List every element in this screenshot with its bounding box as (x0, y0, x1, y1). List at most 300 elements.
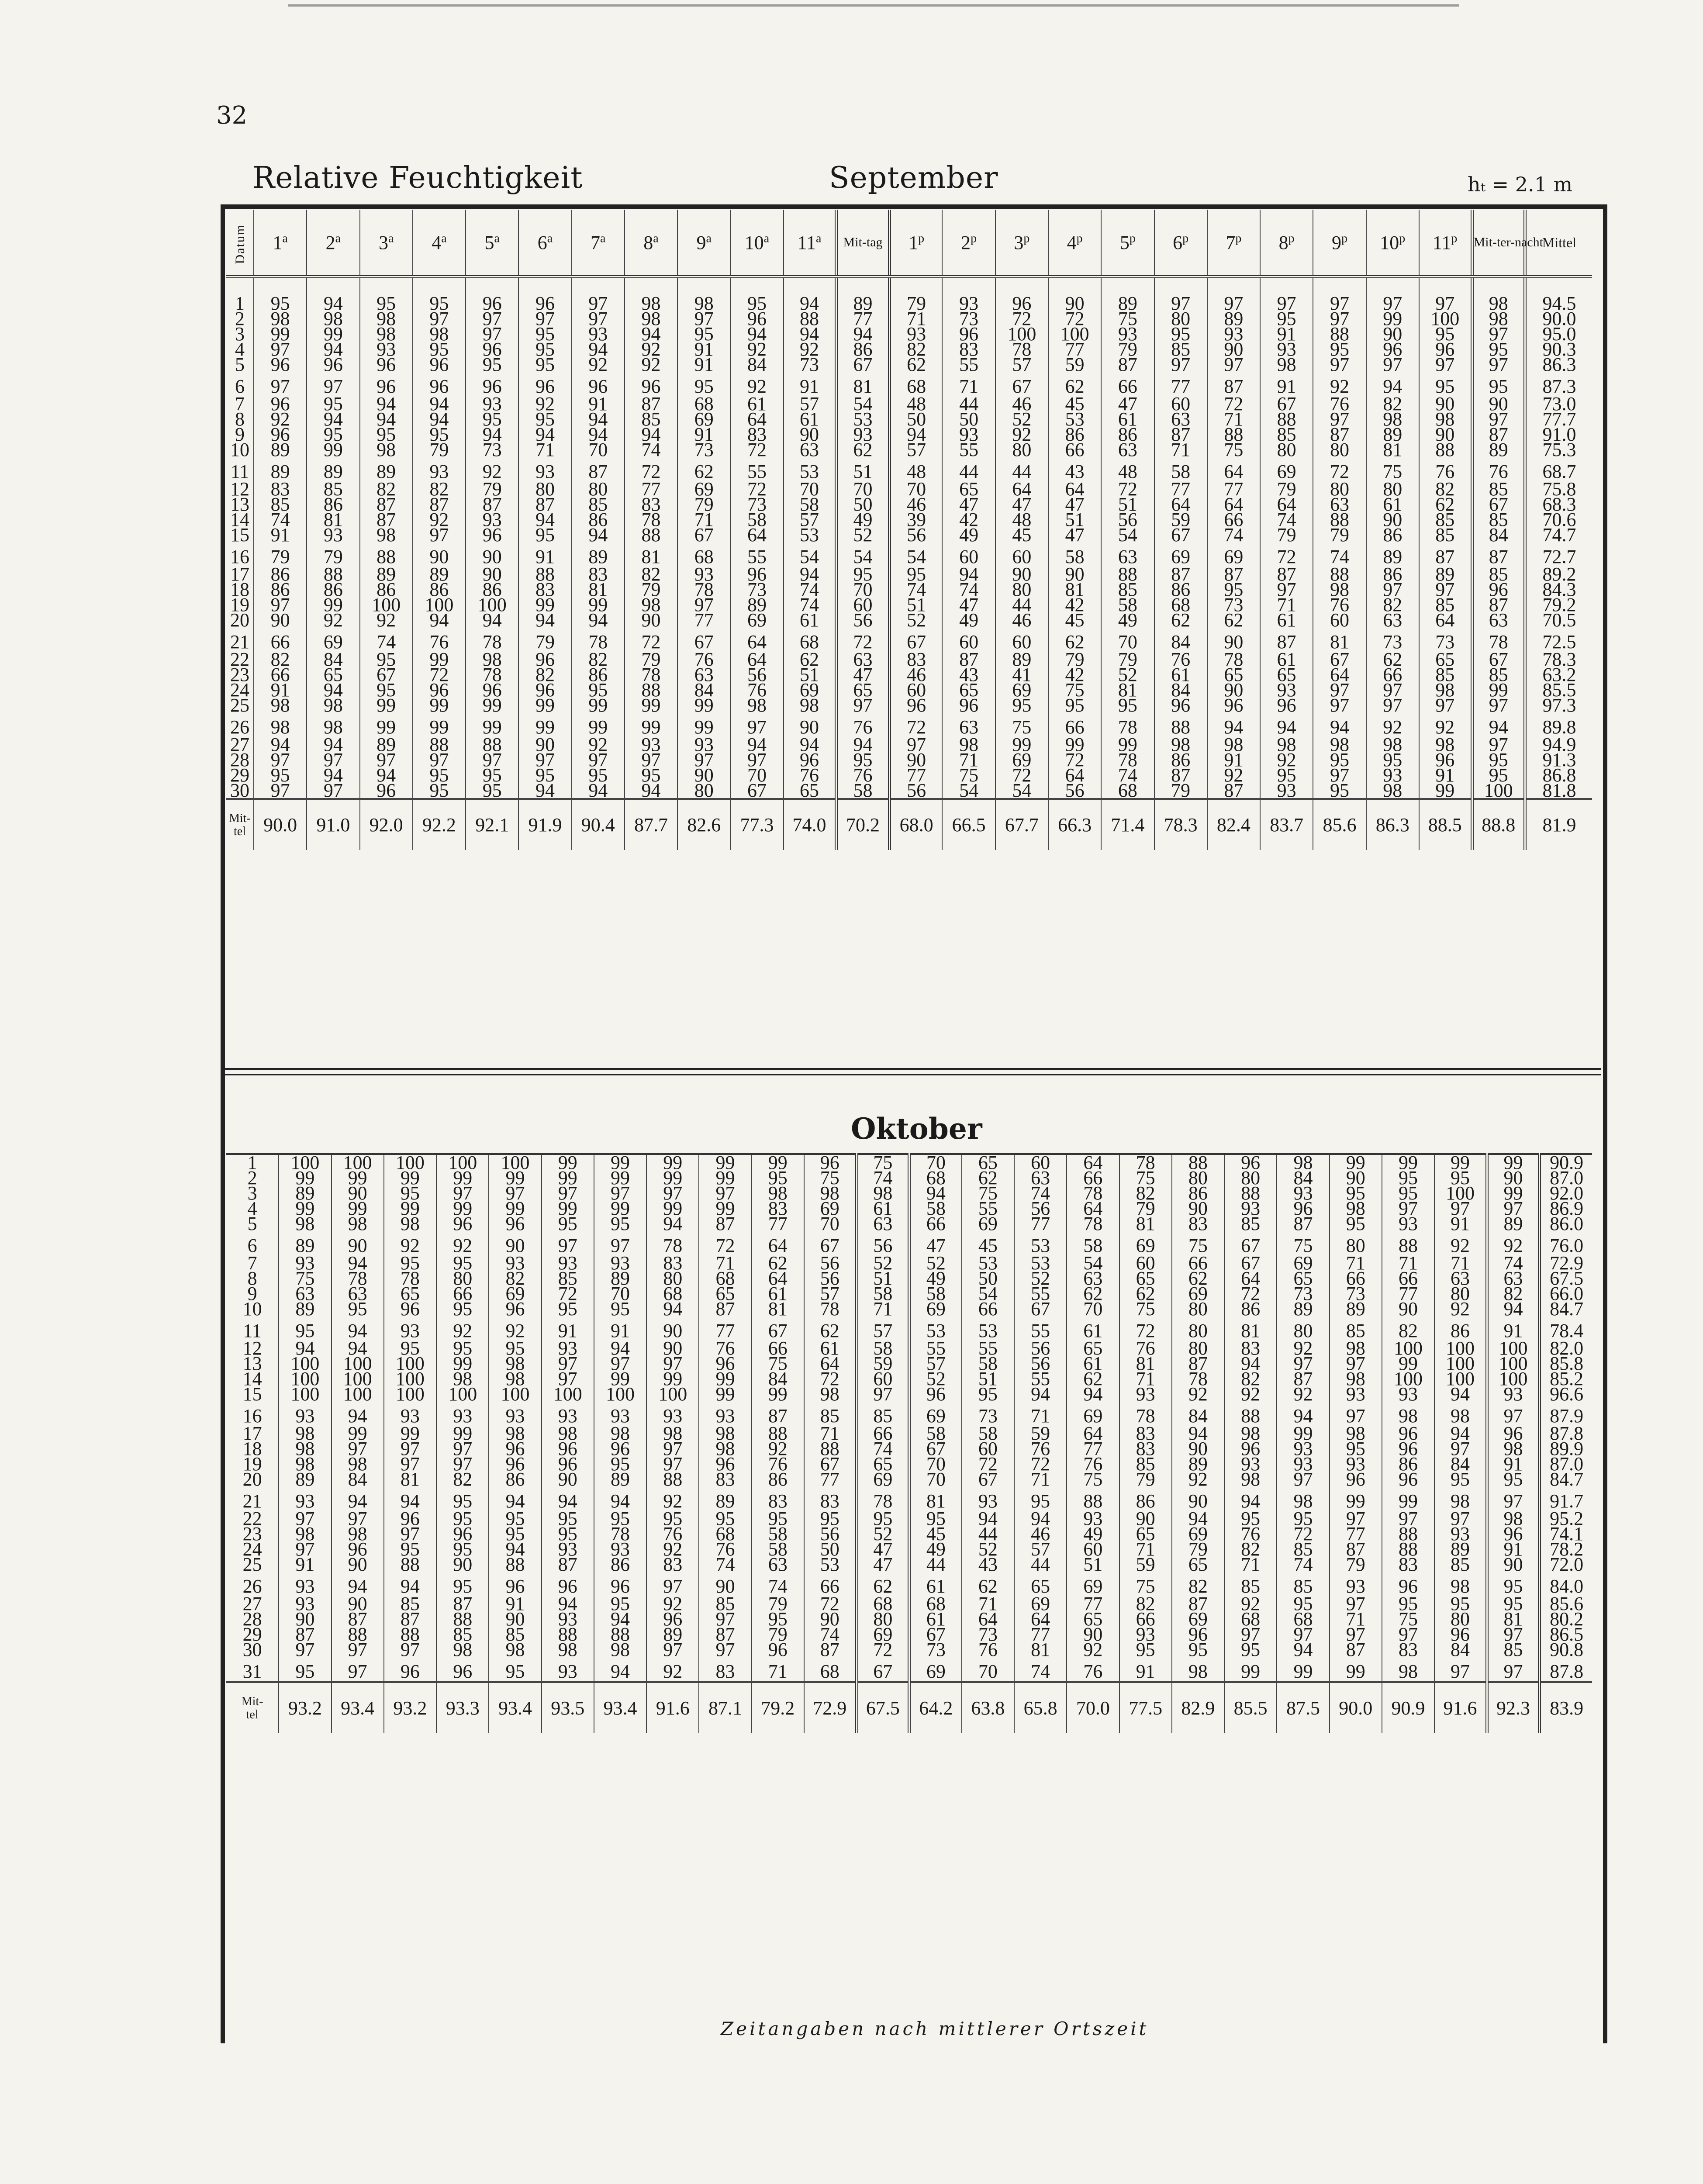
humidity-cell: 100 (1434, 1356, 1487, 1371)
humidity-cell: 72 (995, 767, 1048, 783)
humidity-cell: 78 (1172, 1371, 1224, 1386)
humidity-cell: 79 (413, 442, 466, 457)
humidity-cell: 98 (677, 277, 730, 311)
humidity-cell: 90 (784, 713, 836, 737)
humidity-cell: 77 (1014, 1627, 1067, 1642)
mean-cell: 86.3 (1366, 799, 1419, 850)
humidity-cell: 82 (1419, 481, 1472, 497)
humidity-cell: 92 (1277, 1386, 1329, 1402)
humidity-cell: 61 (730, 396, 783, 411)
table-row (226, 1557, 1592, 1572)
humidity-cell: 74 (699, 1557, 751, 1572)
day-cell: 24 (230, 679, 249, 701)
humidity-cell: 93 (1330, 1386, 1382, 1402)
humidity-cell: 94 (489, 1487, 541, 1511)
oktober-monthly-mean-row (226, 1682, 1592, 1733)
humidity-cell: 80 (857, 1611, 909, 1627)
humidity-cell: 88 (1224, 1402, 1277, 1426)
humidity-cell: 74 (625, 442, 677, 457)
humidity-cell: 75 (1119, 1170, 1172, 1185)
humidity-cell: 86 (836, 342, 889, 357)
humidity-cell: 96 (332, 1541, 384, 1557)
humidity-cell: 82 (1119, 1185, 1172, 1201)
humidity-cell: 97 (836, 698, 889, 713)
humidity-cell: 73 (1207, 597, 1260, 612)
humidity-cell: 93 (1434, 1526, 1487, 1541)
humidity-cell: 50 (836, 497, 889, 512)
mean-cell: 93.4 (489, 1682, 541, 1733)
humidity-cell: 80 (646, 1271, 699, 1286)
humidity-cell: 91 (1487, 1541, 1539, 1557)
humidity-cell: 95 (804, 1511, 857, 1526)
humidity-cell: 100 (1487, 1356, 1539, 1371)
humidity-cell: 87 (625, 396, 677, 411)
humidity-cell: 90 (646, 1317, 699, 1341)
humidity-cell: 91 (1419, 767, 1472, 783)
humidity-cell: 92 (995, 427, 1048, 442)
mean-cell: 91.6 (1434, 1682, 1487, 1733)
humidity-cell: 95 (1366, 752, 1419, 767)
humidity-cell: 49 (909, 1541, 961, 1557)
humidity-cell: 56 (1014, 1341, 1067, 1356)
humidity-cell: 96 (1366, 342, 1419, 357)
humidity-cell: 77 (752, 1216, 804, 1231)
humidity-cell: 90 (889, 752, 942, 767)
humidity-cell: 88 (1260, 411, 1313, 427)
humidity-cell: 97 (254, 342, 307, 357)
humidity-cell: 81 (307, 512, 359, 527)
humidity-cell: 43 (1048, 457, 1101, 481)
humidity-cell: 69 (1260, 457, 1313, 481)
humidity-cell: 97 (889, 737, 942, 752)
daily-mean-cell: 79.2 (1525, 597, 1592, 612)
humidity-cell: 55 (1014, 1286, 1067, 1301)
humidity-cell: 77 (1154, 372, 1207, 396)
humidity-cell: 95 (677, 326, 730, 342)
humidity-cell: 78 (1119, 1154, 1172, 1170)
humidity-cell: 90 (1207, 342, 1260, 357)
humidity-cell: 97 (1382, 1201, 1434, 1216)
humidity-cell: 82 (254, 652, 307, 667)
humidity-cell: 99 (1419, 783, 1472, 799)
humidity-cell: 44 (962, 1526, 1014, 1541)
humidity-cell: 93 (542, 1611, 594, 1627)
humidity-cell: 86 (307, 582, 359, 597)
humidity-cell: 96 (384, 1511, 436, 1526)
mean-cell: 70.2 (836, 799, 889, 850)
humidity-cell: 95 (646, 1511, 699, 1526)
header-hour: 3$^a$ (360, 210, 413, 277)
humidity-cell: 97 (1330, 1511, 1382, 1526)
humidity-cell: 95 (466, 767, 518, 783)
humidity-cell: 79 (1119, 1472, 1172, 1487)
humidity-cell: 83 (572, 567, 625, 582)
humidity-cell: 83 (625, 497, 677, 512)
instrument-height-note: hₜ = 2.1 m (1468, 173, 1573, 196)
humidity-cell: 56 (1014, 1356, 1067, 1371)
humidity-cell: 78 (466, 628, 518, 652)
humidity-cell: 55 (942, 442, 995, 457)
humidity-cell: 68 (1101, 783, 1154, 799)
humidity-cell: 95 (436, 1511, 489, 1526)
humidity-cell: 98 (942, 737, 995, 752)
humidity-cell: 73 (1366, 628, 1419, 652)
humidity-cell: 74 (857, 1441, 909, 1456)
humidity-cell: 87 (1472, 427, 1525, 442)
daily-mean-cell: 91.3 (1525, 752, 1592, 767)
humidity-cell: 97 (1472, 411, 1525, 427)
daily-mean-cell: 95.2 (1540, 1511, 1592, 1526)
humidity-cell: 75 (1207, 442, 1260, 457)
humidity-cell: 78 (572, 628, 625, 652)
humidity-cell: 67 (909, 1441, 961, 1456)
humidity-cell: 91 (1207, 752, 1260, 767)
humidity-cell: 52 (1014, 1271, 1067, 1286)
humidity-cell: 76 (1154, 652, 1207, 667)
mean-cell: 91.6 (646, 1682, 699, 1733)
humidity-cell: 58 (909, 1201, 961, 1216)
humidity-cell: 95 (436, 1341, 489, 1356)
humidity-cell: 87 (413, 497, 466, 512)
day-cell: 17 (230, 563, 249, 585)
humidity-cell: 58 (1048, 543, 1101, 567)
daily-mean-cell: 85.5 (1525, 682, 1592, 698)
humidity-cell: 94 (413, 411, 466, 427)
humidity-cell: 95 (752, 1611, 804, 1627)
humidity-cell: 69 (1172, 1286, 1224, 1301)
humidity-cell: 95 (594, 1456, 646, 1472)
humidity-cell: 99 (699, 1201, 751, 1216)
humidity-cell: 97 (699, 1642, 751, 1657)
humidity-cell: 56 (804, 1271, 857, 1286)
humidity-cell: 95 (1313, 752, 1366, 767)
humidity-cell: 99 (436, 1201, 489, 1216)
day-cell: 30 (230, 780, 249, 801)
humidity-cell: 97 (677, 752, 730, 767)
table-row (226, 1356, 1592, 1371)
humidity-cell: 92 (1260, 752, 1313, 767)
humidity-cell: 51 (1048, 512, 1101, 527)
humidity-cell: 87 (804, 1642, 857, 1657)
humidity-cell: 96 (466, 342, 518, 357)
humidity-cell: 95 (1434, 1596, 1487, 1611)
header-hour: Mit-ter-nacht (1472, 210, 1525, 277)
humidity-cell: 89 (1101, 277, 1154, 311)
day-cell: 25 (242, 1554, 262, 1575)
mean-cell: 93.5 (542, 1682, 594, 1733)
humidity-cell: 69 (677, 411, 730, 427)
humidity-cell: 88 (646, 1472, 699, 1487)
humidity-cell: 44 (942, 396, 995, 411)
daily-mean-cell: 75.8 (1525, 481, 1592, 497)
humidity-cell: 90 (542, 1472, 594, 1487)
humidity-cell: 58 (1067, 1231, 1119, 1255)
humidity-cell: 62 (1048, 628, 1101, 652)
day-cell: 23 (242, 1523, 262, 1545)
humidity-cell: 99 (625, 713, 677, 737)
humidity-cell: 58 (857, 1286, 909, 1301)
mean-label: Mit- tel (226, 799, 254, 850)
table-row (226, 1185, 1592, 1201)
humidity-cell: 93 (466, 512, 518, 527)
humidity-cell: 91 (572, 396, 625, 411)
humidity-cell: 96 (1382, 1572, 1434, 1596)
humidity-cell: 100 (1487, 1371, 1539, 1386)
humidity-cell: 97 (254, 783, 307, 799)
header-hour: 8$^a$ (625, 210, 677, 277)
humidity-cell: 100 (332, 1356, 384, 1371)
humidity-cell: 90 (1472, 396, 1525, 411)
humidity-cell: 97 (436, 1456, 489, 1472)
humidity-cell: 99 (1277, 1426, 1329, 1441)
humidity-cell: 62 (1207, 612, 1260, 628)
humidity-cell: 60 (942, 628, 995, 652)
humidity-cell: 93 (699, 1402, 751, 1426)
humidity-cell: 67 (857, 1657, 909, 1682)
humidity-cell: 96 (1224, 1441, 1277, 1456)
humidity-cell: 94 (909, 1185, 961, 1201)
humidity-cell: 92 (436, 1317, 489, 1341)
humidity-cell: 84 (1154, 628, 1207, 652)
table-row (226, 1286, 1592, 1301)
humidity-cell: 98 (752, 1185, 804, 1201)
humidity-cell: 88 (1382, 1526, 1434, 1541)
humidity-cell: 63 (1313, 497, 1366, 512)
humidity-cell: 98 (1487, 1441, 1539, 1456)
humidity-cell: 88 (784, 311, 836, 326)
humidity-cell: 53 (804, 1557, 857, 1572)
oktober-humidity-table (226, 1153, 1592, 1733)
humidity-cell: 97 (413, 527, 466, 543)
humidity-cell: 99 (1330, 1657, 1382, 1682)
humidity-cell: 93 (518, 457, 571, 481)
humidity-cell: 99 (436, 1356, 489, 1371)
humidity-cell: 49 (836, 512, 889, 527)
humidity-cell: 88 (332, 1627, 384, 1642)
humidity-cell: 79 (254, 543, 307, 567)
humidity-cell: 93 (1207, 326, 1260, 342)
humidity-cell: 65 (942, 481, 995, 497)
humidity-cell: 95 (518, 527, 571, 543)
humidity-cell: 72 (542, 1286, 594, 1301)
humidity-cell: 97 (572, 311, 625, 326)
humidity-cell: 93 (1260, 783, 1313, 799)
humidity-cell: 86 (1154, 582, 1207, 597)
humidity-cell: 99 (572, 597, 625, 612)
humidity-cell: 89 (1172, 1456, 1224, 1472)
humidity-cell: 88 (594, 1627, 646, 1642)
humidity-cell: 69 (1119, 1231, 1172, 1255)
humidity-cell: 61 (804, 1341, 857, 1356)
humidity-cell: 83 (752, 1487, 804, 1511)
humidity-cell: 97 (279, 1541, 331, 1557)
humidity-cell: 67 (1313, 652, 1366, 667)
humidity-cell: 82 (889, 342, 942, 357)
humidity-cell: 85 (1419, 512, 1472, 527)
humidity-cell: 94 (646, 1301, 699, 1317)
humidity-cell: 42 (1048, 667, 1101, 682)
humidity-cell: 60 (1119, 1255, 1172, 1271)
humidity-cell: 83 (942, 342, 995, 357)
table-row (226, 1526, 1592, 1541)
humidity-cell: 97 (1277, 1627, 1329, 1642)
humidity-cell: 92 (360, 612, 413, 628)
humidity-cell: 99 (1101, 737, 1154, 752)
humidity-cell: 95 (1154, 326, 1207, 342)
day-cell: 7 (235, 393, 245, 415)
humidity-cell: 87 (1154, 427, 1207, 442)
humidity-cell: 92 (413, 512, 466, 527)
humidity-cell: 97 (1313, 311, 1366, 326)
humidity-cell: 96 (646, 1611, 699, 1627)
humidity-cell: 67 (836, 357, 889, 372)
humidity-cell: 75 (1382, 1611, 1434, 1627)
humidity-cell: 98 (360, 527, 413, 543)
humidity-cell: 91 (1260, 326, 1313, 342)
humidity-cell: 63 (836, 652, 889, 667)
header-hour: 6$^a$ (518, 210, 571, 277)
day-cell: 8 (235, 408, 245, 430)
header-hour: 11$^a$ (784, 210, 836, 277)
humidity-cell: 70 (889, 481, 942, 497)
humidity-cell: 96 (909, 1386, 961, 1402)
humidity-cell: 94 (889, 427, 942, 442)
humidity-cell: 98 (1419, 737, 1472, 752)
humidity-cell: 68 (677, 543, 730, 567)
humidity-cell: 95 (594, 1216, 646, 1231)
table-row (226, 457, 1592, 481)
humidity-cell: 55 (1014, 1317, 1067, 1341)
humidity-cell: 74 (1313, 543, 1366, 567)
daily-mean-cell: 91.0 (1525, 427, 1592, 442)
humidity-cell: 100 (1487, 1341, 1539, 1356)
humidity-cell: 57 (784, 512, 836, 527)
humidity-cell: 93 (307, 527, 359, 543)
humidity-cell: 89 (307, 457, 359, 481)
humidity-cell: 70 (804, 1216, 857, 1231)
daily-mean-cell: 87.0 (1540, 1170, 1592, 1185)
humidity-cell: 94 (572, 527, 625, 543)
humidity-cell: 93 (1101, 326, 1154, 342)
humidity-cell: 90 (1048, 277, 1101, 311)
humidity-cell: 70 (1067, 1301, 1119, 1317)
humidity-cell: 80 (1224, 1170, 1277, 1185)
humidity-cell: 97 (466, 311, 518, 326)
humidity-cell: 65 (1119, 1526, 1172, 1541)
day-cell: 5 (247, 1213, 257, 1234)
humidity-cell: 93 (542, 1255, 594, 1271)
daily-mean-cell: 90.3 (1525, 342, 1592, 357)
humidity-cell: 71 (1119, 1371, 1172, 1386)
humidity-cell: 88 (625, 527, 677, 543)
humidity-cell: 56 (857, 1231, 909, 1255)
humidity-cell: 47 (942, 597, 995, 612)
humidity-cell: 71 (962, 1596, 1014, 1611)
humidity-cell: 98 (1207, 737, 1260, 752)
humidity-cell: 88 (1172, 1154, 1224, 1170)
humidity-cell: 86 (254, 582, 307, 597)
day-cell: 21 (230, 631, 249, 653)
humidity-cell: 97 (413, 311, 466, 326)
humidity-cell: 99 (307, 442, 359, 457)
humidity-cell: 58 (730, 512, 783, 527)
table-title: Relative Feuchtigkeit (252, 161, 583, 195)
day-cell: 21 (242, 1490, 262, 1512)
humidity-cell: 95 (466, 783, 518, 799)
daily-mean-cell: 84.7 (1540, 1472, 1592, 1487)
humidity-cell: 91 (784, 372, 836, 396)
humidity-cell: 48 (995, 512, 1048, 527)
humidity-cell: 64 (1048, 481, 1101, 497)
humidity-cell: 81 (1224, 1317, 1277, 1341)
humidity-cell: 89 (1434, 1541, 1487, 1557)
humidity-cell: 57 (857, 1317, 909, 1341)
humidity-cell: 75 (1119, 1572, 1172, 1596)
humidity-cell: 65 (942, 682, 995, 698)
humidity-cell: 96 (730, 567, 783, 582)
daily-mean-cell: 82.0 (1540, 1341, 1592, 1356)
day-cell: 20 (230, 609, 249, 631)
humidity-cell: 94 (730, 737, 783, 752)
mean-cell: 93.2 (279, 1682, 331, 1733)
day-cell: 5 (235, 354, 245, 375)
day-cell: 13 (242, 1353, 262, 1374)
humidity-cell: 54 (836, 543, 889, 567)
humidity-cell: 95 (360, 682, 413, 698)
humidity-cell: 96 (1487, 1526, 1539, 1541)
day-cell: 19 (230, 594, 249, 615)
mean-cell: 85.5 (1224, 1682, 1277, 1733)
humidity-cell: 67 (1260, 396, 1313, 411)
humidity-cell: 97 (384, 1456, 436, 1472)
humidity-cell: 90 (1119, 1511, 1172, 1526)
humidity-cell: 89 (1366, 543, 1419, 567)
humidity-cell: 64 (730, 652, 783, 667)
humidity-cell: 69 (307, 628, 359, 652)
humidity-cell: 78 (466, 667, 518, 682)
humidity-cell: 73 (962, 1627, 1014, 1642)
humidity-cell: 79 (307, 543, 359, 567)
humidity-cell: 90 (413, 543, 466, 567)
humidity-cell: 97 (1487, 1402, 1539, 1426)
table-row (226, 1201, 1592, 1216)
day-cell: 12 (242, 1337, 262, 1359)
humidity-cell: 87 (942, 652, 995, 667)
humidity-cell: 91 (594, 1317, 646, 1341)
humidity-cell: 90 (254, 612, 307, 628)
humidity-cell: 97 (572, 277, 625, 311)
humidity-cell: 56 (1048, 783, 1101, 799)
humidity-cell: 89 (413, 567, 466, 582)
header-hour: 5$^p$ (1101, 210, 1154, 277)
humidity-cell: 67 (677, 628, 730, 652)
humidity-cell: 96 (699, 1456, 751, 1472)
humidity-cell: 87 (1260, 567, 1313, 582)
humidity-cell: 98 (360, 311, 413, 326)
humidity-cell: 95 (436, 1572, 489, 1596)
mean-cell: 91.0 (307, 799, 359, 850)
humidity-cell: 85 (1472, 667, 1525, 682)
daily-mean-cell: 81.8 (1525, 783, 1592, 799)
humidity-cell: 95 (1207, 582, 1260, 597)
humidity-cell: 55 (962, 1341, 1014, 1356)
humidity-cell: 95 (413, 342, 466, 357)
humidity-cell: 97 (1224, 1627, 1277, 1642)
daily-mean-cell: 85.6 (1540, 1596, 1592, 1611)
humidity-cell: 89 (699, 1487, 751, 1511)
humidity-cell: 93 (646, 1402, 699, 1426)
humidity-cell: 90 (466, 567, 518, 582)
